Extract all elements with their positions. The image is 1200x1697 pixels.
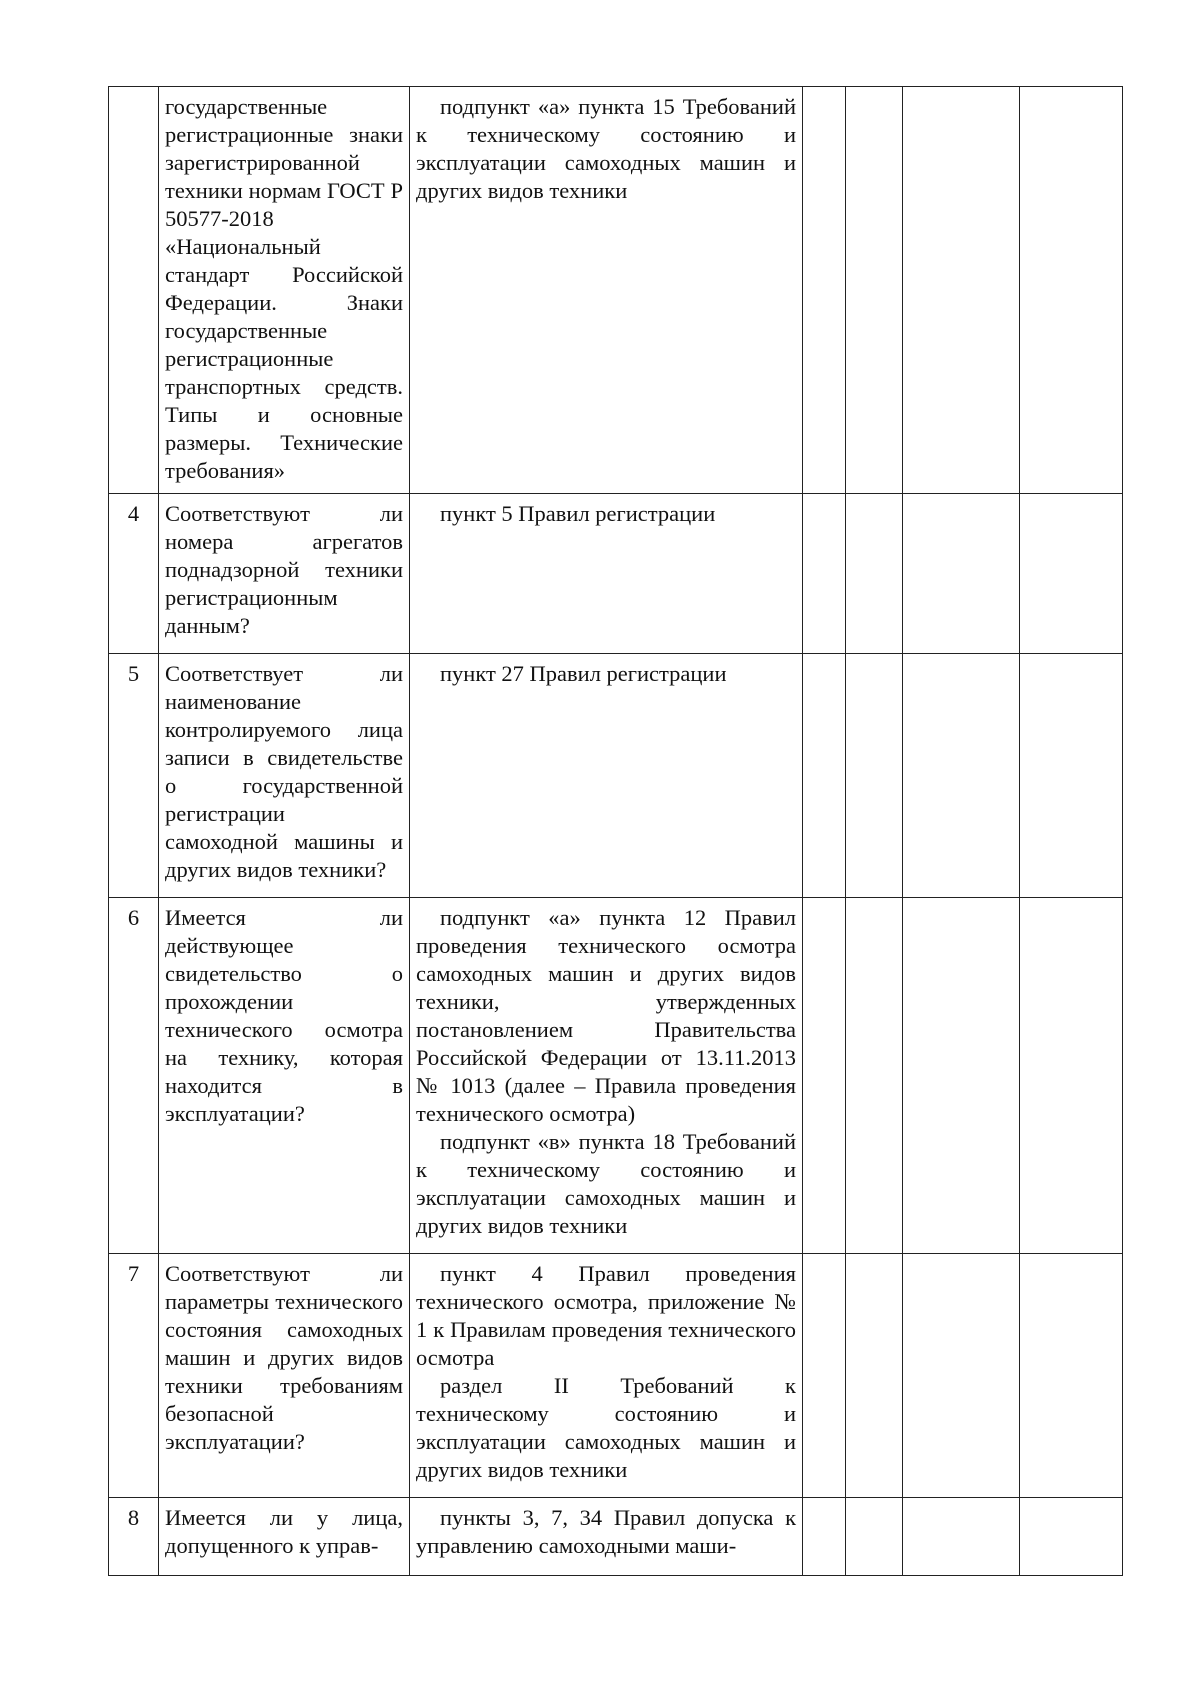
note-cell <box>1020 1254 1123 1498</box>
reference-paragraph: пункт 27 Правил регистрации <box>440 661 727 686</box>
legal-reference <box>410 654 803 898</box>
answer-cell-no <box>846 494 903 654</box>
table-row <box>109 1498 1123 1576</box>
question-text: Соответствуют ли номера агрегатов поднадзорной техники регистрационным данным? <box>159 494 410 654</box>
row-number: 4 <box>109 494 159 654</box>
note-cell <box>1020 494 1123 654</box>
answer-cell-yes <box>803 1254 846 1498</box>
answer-cell-na <box>903 654 1020 898</box>
answer-cell-yes <box>803 654 846 898</box>
answer-cell-yes <box>803 494 846 654</box>
row-number: 8 <box>109 1498 159 1576</box>
note-cell <box>1020 898 1123 1254</box>
reference-paragraph: раздел II Требований к техническому состоянию и эксплуатации самоходных машин и других видов техники <box>416 1373 796 1482</box>
legal-reference <box>410 494 803 654</box>
answer-cell-na <box>903 898 1020 1254</box>
reference-paragraph: подпункт «а» пункта 12 Правил проведения технического осмотра самоходных машин и других видов техники, утвержденных постановлением Правительства Российской Федерации от 13.11.2013 № 1013 (далее – Правила проведения технического осмотра) <box>416 905 796 1126</box>
reference-paragraph: пункт 5 Правил регистрации <box>440 501 716 526</box>
question-text: Соответствуют ли параметры технического состояния самоходных машин и других видов техники требованиям безопасной эксплуатации? <box>159 1254 410 1498</box>
answer-cell-no <box>846 1254 903 1498</box>
row-number: 7 <box>109 1254 159 1498</box>
legal-reference <box>410 1254 803 1498</box>
reference-paragraph: подпункт «в» пункта 18 Требований к техническому состоянию и эксплуатации самоходных машин и других видов техники <box>416 1129 796 1238</box>
answer-cell-na <box>903 1254 1020 1498</box>
row-number: 6 <box>109 898 159 1254</box>
answer-cell-na <box>903 1498 1020 1576</box>
note-cell <box>1020 87 1123 494</box>
table-row <box>109 654 1123 898</box>
legal-reference <box>410 898 803 1254</box>
question-text: Соответствует ли наименование контролируемого лица записи в свидетельстве о государственной регистрации самоходной машины и других видов техники? <box>159 654 410 898</box>
checklist-body <box>109 87 1123 1576</box>
answer-cell-yes <box>803 1498 846 1576</box>
question-text: Имеется ли у лица, допущенного к управ- <box>159 1498 410 1576</box>
reference-paragraph: подпункт «а» пункта 15 Требований к техническому состоянию и эксплуатации самоходных машин и других видов техники <box>416 94 796 203</box>
reference-paragraph: пункт 4 Правил проведения технического осмотра, приложение № 1 к Правилам проведения технического осмотра <box>416 1261 796 1370</box>
answer-cell-na <box>903 87 1020 494</box>
note-cell <box>1020 1498 1123 1576</box>
checklist-table <box>108 86 1123 1576</box>
table-row <box>109 494 1123 654</box>
answer-cell-no <box>846 654 903 898</box>
row-number <box>109 87 159 494</box>
question-text: Имеется ли действующее свидетельство о прохождении технического осмотра на технику, которая находится в эксплуатации? <box>159 898 410 1254</box>
note-cell <box>1020 654 1123 898</box>
reference-paragraph: пункты 3, 7, 34 Правил допуска к управлению самоходными маши- <box>416 1505 796 1558</box>
table-row <box>109 1254 1123 1498</box>
answer-cell-no <box>846 87 903 494</box>
answer-cell-no <box>846 1498 903 1576</box>
legal-reference <box>410 1498 803 1576</box>
table-row <box>109 898 1123 1254</box>
answer-cell-yes <box>803 898 846 1254</box>
answer-cell-yes <box>803 87 846 494</box>
table-row <box>109 87 1123 494</box>
answer-cell-no <box>846 898 903 1254</box>
row-number: 5 <box>109 654 159 898</box>
question-text: государственные регистрационные знаки зарегистрированной техники нормам ГОСТ Р 50577-2018 «Национальный стандарт Российской Федерации. Знаки государственные регистрационные транспортных средств. Типы и основные размеры. Технические требования» <box>159 87 410 494</box>
legal-reference <box>410 87 803 494</box>
answer-cell-na <box>903 494 1020 654</box>
